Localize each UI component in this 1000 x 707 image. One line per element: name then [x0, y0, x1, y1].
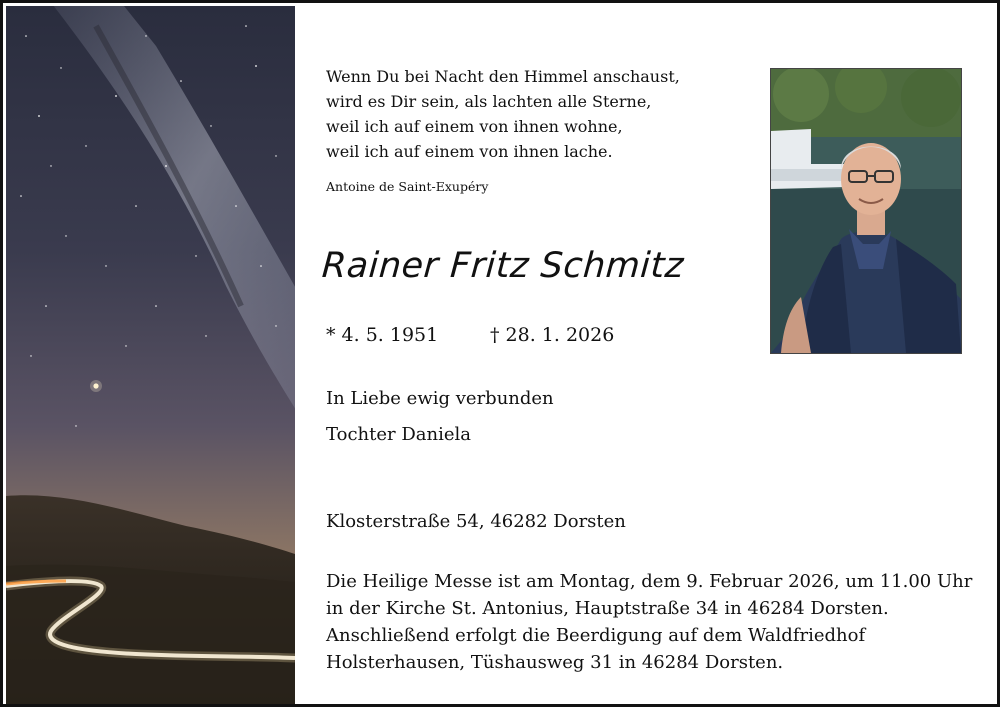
poem-line: weil ich auf einem von ihnen wohne,: [326, 117, 623, 136]
family-address: Klosterstraße 54, 46282 Dorsten: [326, 511, 626, 532]
funeral-line: Anschließend erfolgt die Beerdigung auf dem Waldfriedhof: [326, 625, 866, 646]
funeral-line: in der Kirche St. Antonius, Hauptstraße 34 in 46284 Dorsten.: [326, 598, 889, 619]
poem-line: Wenn Du bei Nacht den Himmel anschaust,: [326, 67, 680, 86]
mourners-phrase: In Liebe ewig verbunden: [326, 388, 554, 409]
obituary-text-area: [295, 6, 1000, 707]
funeral-notice: [326, 568, 972, 676]
poem-author: Antoine de Saint-Exupéry: [326, 179, 489, 194]
deceased-name: Rainer Fritz Schmitz: [320, 246, 686, 286]
portrait-photo: [770, 68, 962, 354]
funeral-line: Die Heilige Messe ist am Montag, dem 9. Februar 2026, um 11.00 Uhr: [326, 571, 973, 592]
poem: [326, 64, 680, 164]
night-sky-road-image: [6, 6, 295, 707]
funeral-line: Holsterhausen, Tüshausweg 31 in 46284 Dorsten.: [326, 652, 784, 673]
death-date: † 28. 1. 2026: [490, 324, 615, 346]
birth-date: * 4. 5. 1951: [326, 324, 439, 346]
poem-line: weil ich auf einem von ihnen lache.: [326, 142, 613, 161]
mourners-names: Tochter Daniela: [326, 424, 471, 445]
poem-line: wird es Dir sein, als lachten alle Sterne,: [326, 92, 652, 111]
